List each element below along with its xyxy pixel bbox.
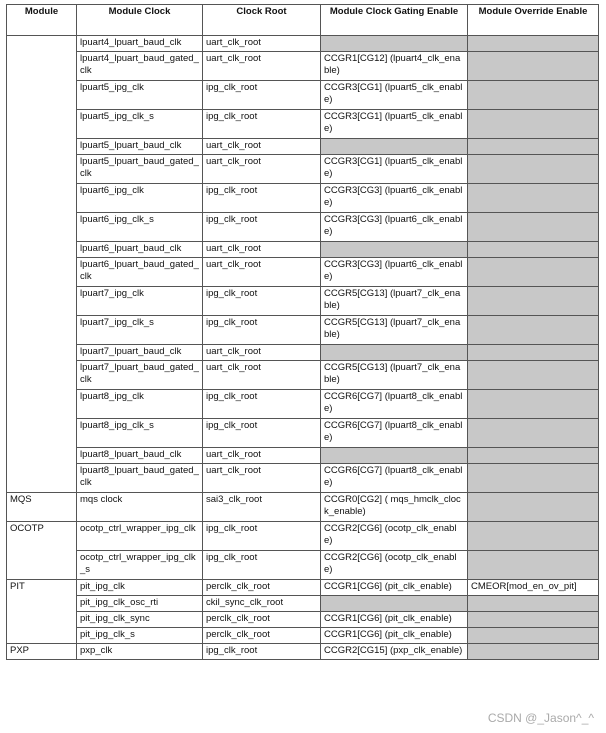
module-clock-cell: pit_ipg_clk — [77, 580, 203, 596]
gating-enable-cell: CCGR0[CG2] ( mqs_hmclk_clock_enable) — [321, 493, 468, 522]
module-clock-cell: lpuart8_ipg_clk — [77, 390, 203, 419]
override-enable-cell — [468, 258, 599, 287]
module-cell: MQS — [7, 493, 77, 522]
table-row — [7, 390, 599, 419]
module-clock-cell: lpuart6_lpuart_baud_clk — [77, 242, 203, 258]
clock-root-cell: ipg_clk_root — [203, 316, 321, 345]
table-row — [7, 580, 599, 596]
gating-enable-cell — [321, 448, 468, 464]
override-enable-cell — [468, 464, 599, 493]
table-row — [7, 36, 599, 52]
header-module-clock: Module Clock — [77, 5, 203, 36]
table-row — [7, 493, 599, 522]
override-enable-cell — [468, 139, 599, 155]
override-enable-cell — [468, 596, 599, 612]
clock-root-cell: ipg_clk_root — [203, 110, 321, 139]
header-gating-enable: Module Clock Gating Enable — [321, 5, 468, 36]
module-cell: PIT — [7, 580, 77, 644]
override-enable-cell: CMEOR[mod_en_ov_pit] — [468, 580, 599, 596]
override-enable-cell — [468, 213, 599, 242]
override-enable-cell — [468, 345, 599, 361]
module-clock-cell: lpuart7_ipg_clk — [77, 287, 203, 316]
clock-root-cell: ipg_clk_root — [203, 184, 321, 213]
override-enable-cell — [468, 390, 599, 419]
module-clock-cell: lpuart8_lpuart_baud_clk — [77, 448, 203, 464]
module-clock-cell: lpuart5_ipg_clk_s — [77, 110, 203, 139]
gating-enable-cell: CCGR3[CG1] (lpuart5_clk_enable) — [321, 81, 468, 110]
gating-enable-cell: CCGR5[CG13] (lpuart7_clk_enable) — [321, 287, 468, 316]
gating-enable-cell: CCGR1[CG6] (pit_clk_enable) — [321, 580, 468, 596]
gating-enable-cell: CCGR5[CG13] (lpuart7_clk_enable) — [321, 316, 468, 345]
module-clock-cell: lpuart7_ipg_clk_s — [77, 316, 203, 345]
clock-root-cell: uart_clk_root — [203, 464, 321, 493]
table-body — [7, 36, 599, 660]
override-enable-cell — [468, 52, 599, 81]
gating-enable-cell: CCGR1[CG6] (pit_clk_enable) — [321, 628, 468, 644]
clock-table — [6, 4, 599, 660]
module-cell: OCOTP — [7, 522, 77, 580]
clock-root-cell: ckil_sync_clk_root — [203, 596, 321, 612]
clock-root-cell: sai3_clk_root — [203, 493, 321, 522]
module-clock-cell: pit_ipg_clk_osc_rti — [77, 596, 203, 612]
module-clock-cell: lpuart4_lpuart_baud_gated_clk — [77, 52, 203, 81]
table-row — [7, 448, 599, 464]
table-row — [7, 316, 599, 345]
table-row — [7, 81, 599, 110]
watermark: CSDN @_Jason^_^ — [487, 711, 594, 725]
clock-root-cell: uart_clk_root — [203, 258, 321, 287]
override-enable-cell — [468, 628, 599, 644]
clock-root-cell: ipg_clk_root — [203, 419, 321, 448]
clock-root-cell: ipg_clk_root — [203, 287, 321, 316]
table-row — [7, 551, 599, 580]
clock-root-cell: uart_clk_root — [203, 242, 321, 258]
override-enable-cell — [468, 36, 599, 52]
module-clock-cell: lpuart5_ipg_clk — [77, 81, 203, 110]
clock-root-cell: perclk_clk_root — [203, 612, 321, 628]
table-row — [7, 213, 599, 242]
override-enable-cell — [468, 242, 599, 258]
override-enable-cell — [468, 155, 599, 184]
gating-enable-cell: CCGR6[CG7] (lpuart8_clk_enable) — [321, 419, 468, 448]
table-row — [7, 184, 599, 213]
clock-root-cell: uart_clk_root — [203, 36, 321, 52]
clock-root-cell: ipg_clk_root — [203, 551, 321, 580]
module-cell — [7, 36, 77, 493]
module-clock-cell: lpuart7_lpuart_baud_gated_clk — [77, 361, 203, 390]
table-row — [7, 361, 599, 390]
clock-root-cell: uart_clk_root — [203, 361, 321, 390]
module-clock-cell: lpuart6_lpuart_baud_gated_clk — [77, 258, 203, 287]
module-clock-cell: lpuart6_ipg_clk_s — [77, 213, 203, 242]
clock-root-cell: perclk_clk_root — [203, 580, 321, 596]
table-row — [7, 644, 599, 660]
module-clock-cell: lpuart4_lpuart_baud_clk — [77, 36, 203, 52]
clock-root-cell: uart_clk_root — [203, 345, 321, 361]
header-row — [7, 5, 599, 36]
table-row — [7, 242, 599, 258]
module-clock-cell: ocotp_ctrl_wrapper_ipg_clk_s — [77, 551, 203, 580]
module-clock-cell: lpuart7_lpuart_baud_clk — [77, 345, 203, 361]
table-row — [7, 596, 599, 612]
clock-root-cell: uart_clk_root — [203, 52, 321, 81]
gating-enable-cell: CCGR1[CG6] (pit_clk_enable) — [321, 612, 468, 628]
clock-root-cell: ipg_clk_root — [203, 390, 321, 419]
header-clock-root: Clock Root — [203, 5, 321, 36]
table-row — [7, 287, 599, 316]
clock-root-cell: ipg_clk_root — [203, 81, 321, 110]
gating-enable-cell: CCGR3[CG3] (lpuart6_clk_enable) — [321, 258, 468, 287]
module-clock-cell: pit_ipg_clk_sync — [77, 612, 203, 628]
header-module: Module — [7, 5, 77, 36]
gating-enable-cell: CCGR6[CG7] (lpuart8_clk_enable) — [321, 464, 468, 493]
gating-enable-cell: CCGR3[CG3] (lpuart6_clk_enable) — [321, 184, 468, 213]
gating-enable-cell — [321, 345, 468, 361]
override-enable-cell — [468, 419, 599, 448]
gating-enable-cell: CCGR5[CG13] (lpuart7_clk_enable) — [321, 361, 468, 390]
override-enable-cell — [468, 493, 599, 522]
override-enable-cell — [468, 522, 599, 551]
gating-enable-cell: CCGR2[CG6] (ocotp_clk_enable) — [321, 522, 468, 551]
gating-enable-cell — [321, 596, 468, 612]
header-override-enable: Module Override Enable — [468, 5, 599, 36]
gating-enable-cell — [321, 242, 468, 258]
gating-enable-cell: CCGR2[CG15] (pxp_clk_enable) — [321, 644, 468, 660]
gating-enable-cell: CCGR6[CG7] (lpuart8_clk_enable) — [321, 390, 468, 419]
clock-root-cell: ipg_clk_root — [203, 213, 321, 242]
module-clock-cell: lpuart8_ipg_clk_s — [77, 419, 203, 448]
override-enable-cell — [468, 551, 599, 580]
override-enable-cell — [468, 287, 599, 316]
gating-enable-cell: CCGR3[CG1] (lpuart5_clk_enable) — [321, 110, 468, 139]
table-row — [7, 345, 599, 361]
override-enable-cell — [468, 448, 599, 464]
override-enable-cell — [468, 110, 599, 139]
clock-root-cell: ipg_clk_root — [203, 644, 321, 660]
clock-root-cell: uart_clk_root — [203, 139, 321, 155]
override-enable-cell — [468, 184, 599, 213]
table-row — [7, 612, 599, 628]
module-clock-cell: mqs clock — [77, 493, 203, 522]
gating-enable-cell — [321, 36, 468, 52]
clock-root-cell: uart_clk_root — [203, 155, 321, 184]
module-clock-cell: pxp_clk — [77, 644, 203, 660]
override-enable-cell — [468, 316, 599, 345]
override-enable-cell — [468, 361, 599, 390]
table-row — [7, 155, 599, 184]
module-clock-cell: ocotp_ctrl_wrapper_ipg_clk — [77, 522, 203, 551]
gating-enable-cell: CCGR3[CG1] (lpuart5_clk_enable) — [321, 155, 468, 184]
override-enable-cell — [468, 644, 599, 660]
module-clock-cell: pit_ipg_clk_s — [77, 628, 203, 644]
module-clock-cell: lpuart6_ipg_clk — [77, 184, 203, 213]
table-row — [7, 139, 599, 155]
table-row — [7, 464, 599, 493]
override-enable-cell — [468, 81, 599, 110]
gating-enable-cell: CCGR1[CG12] (lpuart4_clk_enable) — [321, 52, 468, 81]
table-row — [7, 110, 599, 139]
gating-enable-cell: CCGR2[CG6] (ocotp_clk_enable) — [321, 551, 468, 580]
table-row — [7, 628, 599, 644]
gating-enable-cell — [321, 139, 468, 155]
module-clock-cell: lpuart5_lpuart_baud_gated_clk — [77, 155, 203, 184]
override-enable-cell — [468, 612, 599, 628]
clock-root-cell: uart_clk_root — [203, 448, 321, 464]
module-clock-cell: lpuart8_lpuart_baud_gated_clk — [77, 464, 203, 493]
module-cell: PXP — [7, 644, 77, 660]
gating-enable-cell: CCGR3[CG3] (lpuart6_clk_enable) — [321, 213, 468, 242]
table-row — [7, 258, 599, 287]
table-row — [7, 419, 599, 448]
clock-root-cell: ipg_clk_root — [203, 522, 321, 551]
table-row — [7, 52, 599, 81]
module-clock-cell: lpuart5_lpuart_baud_clk — [77, 139, 203, 155]
clock-root-cell: perclk_clk_root — [203, 628, 321, 644]
table-row — [7, 522, 599, 551]
